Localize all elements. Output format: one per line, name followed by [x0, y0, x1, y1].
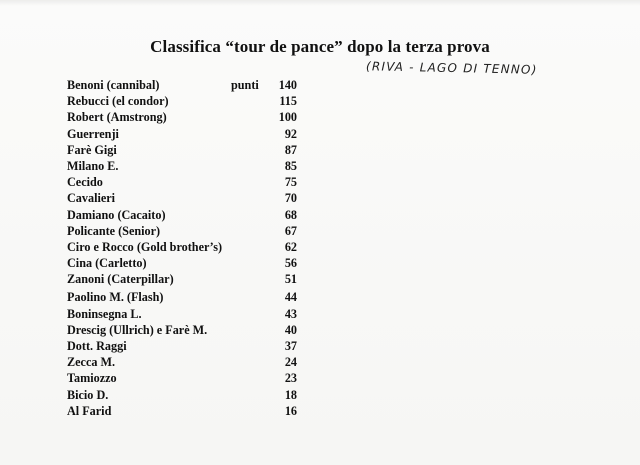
ranking-row: [67, 354, 307, 370]
competitor-name: Cecido: [67, 175, 103, 190]
competitor-name: Cina (Carletto): [67, 256, 147, 271]
ranking-row: [67, 239, 307, 255]
ranking-row: [67, 255, 307, 271]
ranking-row: [67, 93, 307, 109]
ranking-row: [67, 338, 307, 354]
scan-edge-shadow: [0, 0, 640, 6]
competitor-score: 85: [284, 158, 297, 173]
page-title: Classifica “tour de pance” dopo la terza prova: [150, 37, 490, 56]
competitor-score: 70: [284, 191, 297, 206]
competitor-name: Cavalieri: [67, 191, 116, 206]
competitor-score: 40: [284, 322, 297, 337]
ranking-list: [67, 77, 307, 419]
competitor-score: 100: [278, 110, 297, 125]
competitor-score: 51: [284, 272, 297, 287]
competitor-name: Drescig (Ullrich) e Farè M.: [67, 322, 208, 337]
competitor-name: Bicio D.: [67, 387, 109, 402]
competitor-name: Benoni (cannibal): [67, 78, 160, 92]
competitor-name: Policante (Senior): [67, 223, 161, 238]
ranking-row: [67, 126, 307, 142]
ranking-row: [67, 306, 307, 322]
ranking-row: [67, 77, 307, 93]
competitor-name: Boninsegna L.: [67, 306, 142, 321]
ranking-row: [67, 403, 307, 419]
competitor-name: Rebucci (el condor): [67, 94, 169, 109]
competitor-score: 24: [284, 355, 297, 370]
ranking-row: [67, 387, 307, 403]
competitor-score: 75: [284, 175, 297, 190]
competitor-score: 37: [284, 339, 297, 353]
competitor-score: 92: [284, 126, 297, 141]
competitor-score: 18: [284, 387, 297, 402]
ranking-row: [67, 322, 307, 338]
competitor-score: 140: [278, 78, 297, 92]
competitor-name: Tamiozzo: [67, 371, 117, 386]
handwritten-note: (RIVA - LAGO DI TENNO): [365, 59, 538, 77]
ranking-row: [67, 370, 307, 386]
ranking-row: [67, 289, 307, 305]
ranking-row: [67, 109, 307, 125]
competitor-score: 87: [284, 142, 297, 157]
competitor-name: Zecca M.: [67, 355, 116, 370]
ranking-row: [67, 271, 307, 287]
ranking-row: [67, 190, 307, 206]
competitor-name: Al Farid: [67, 403, 112, 418]
competitor-score: 115: [279, 94, 297, 109]
competitor-name: Ciro e Rocco (Gold brother’s): [67, 239, 223, 254]
competitor-name: Farè Gigi: [67, 142, 117, 157]
ranking-row: [67, 174, 307, 190]
competitor-name: Guerrenji: [67, 126, 119, 141]
competitor-score: 56: [284, 256, 297, 271]
competitor-name: Dott. Raggi: [67, 339, 127, 353]
competitor-score: 67: [284, 223, 297, 238]
ranking-row: [67, 142, 307, 158]
ranking-row: [67, 223, 307, 239]
competitor-score: 16: [284, 403, 297, 418]
competitor-name: Damiano (Cacaito): [67, 207, 166, 222]
competitor-score: 23: [284, 371, 297, 386]
ranking-row: [67, 158, 307, 174]
ranking-row: [67, 207, 307, 223]
competitor-score: 68: [284, 207, 297, 222]
competitor-score: 43: [284, 306, 297, 321]
competitor-name: Paolino M. (Flash): [67, 290, 164, 305]
competitor-name: Zanoni (Caterpillar): [67, 272, 174, 287]
points-label: punti: [231, 78, 259, 92]
competitor-score: 44: [284, 290, 297, 305]
competitor-score: 62: [284, 239, 297, 254]
competitor-name: Robert (Amstrong): [67, 110, 167, 125]
competitor-name: Milano E.: [67, 158, 119, 173]
